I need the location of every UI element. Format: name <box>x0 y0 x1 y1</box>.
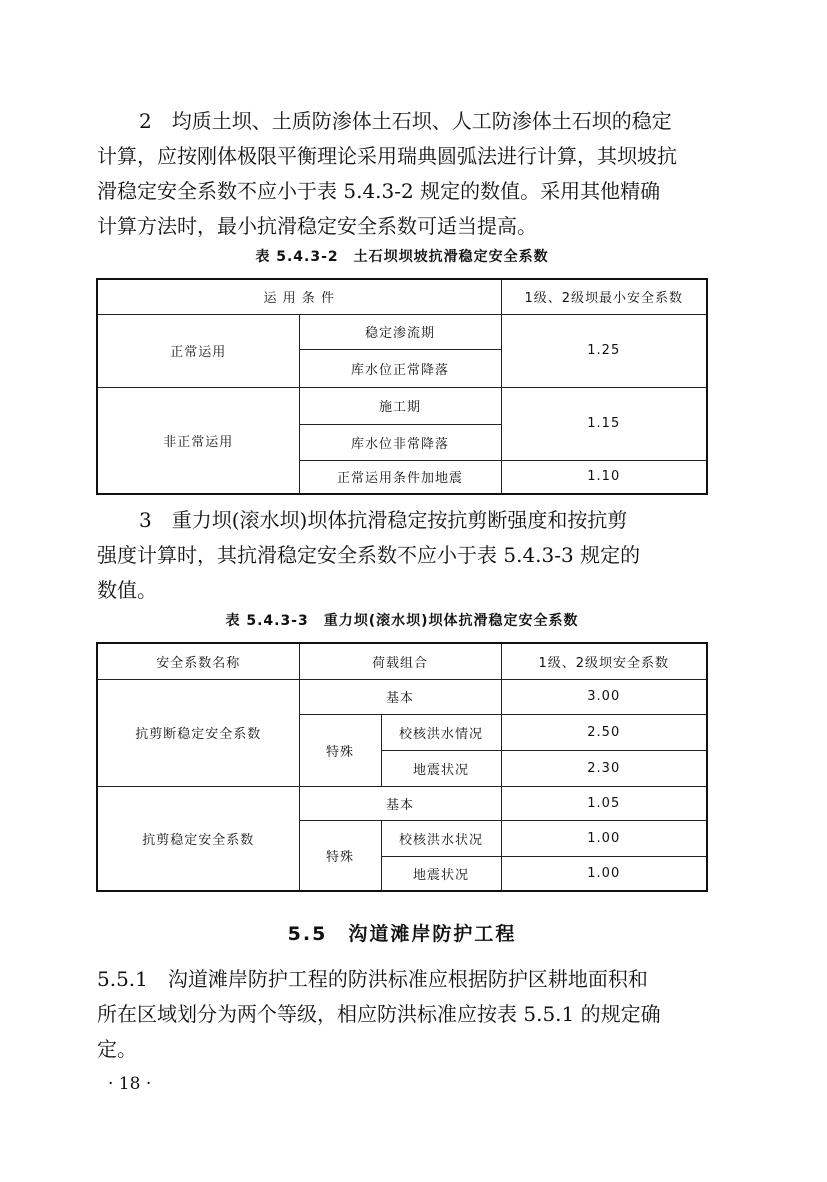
table-header-name: 安全系数名称 <box>97 643 299 679</box>
group-name: 正常运用 <box>97 314 299 387</box>
paragraph-line: 2 均质土坝、土质防渗体土石坝、人工防渗体土石坝的稳定 <box>139 109 672 133</box>
paragraph-3 <box>97 503 707 608</box>
load-basic: 基本 <box>299 786 501 820</box>
condition-cell: 库水位正常降落 <box>299 349 501 387</box>
paragraph-line: 3 重力坝(滚水坝)坝体抗滑稳定按抗剪断强度和按抗剪 <box>139 508 628 532</box>
paragraph-line: 滑稳定安全系数不应小于表 5.4.3-2 规定的数值。采用其他精确 <box>97 179 661 203</box>
load-special-case: 校核洪水情况 <box>381 714 501 750</box>
factor-cell: 1.25 <box>501 314 707 387</box>
paragraph-line: 5.5.1 沟道滩岸防护工程的防洪标准应根据防护区耕地面积和 <box>97 967 648 991</box>
paragraph-line: 计算，应按刚体极限平衡理论采用瑞典圆弧法进行计算，其坝坡抗 <box>97 144 677 168</box>
factor-cell: 1.15 <box>501 387 707 460</box>
paragraph-line: 强度计算时，其抗滑稳定安全系数不应小于表 5.4.3-3 规定的 <box>97 543 641 567</box>
factor-cell: 1.05 <box>501 786 707 820</box>
condition-cell: 正常运用条件加地震 <box>299 460 501 494</box>
table-header-load: 荷载组合 <box>299 643 501 679</box>
condition-cell: 库水位非常降落 <box>299 424 501 460</box>
load-special: 特殊 <box>299 714 381 786</box>
paragraph-line: 计算方法时，最小抗滑稳定安全系数可适当提高。 <box>97 214 537 238</box>
paragraph-line: 所在区域划分为两个等级，相应防洪标准应按表 5.5.1 的规定确 <box>97 1002 661 1026</box>
table-header-condition: 运 用 条 件 <box>97 279 501 314</box>
paragraph-5-5-1 <box>97 962 707 1067</box>
table-2-caption: 表 5.4.3-3 重力坝(滚水坝)坝体抗滑稳定安全系数 <box>225 613 579 629</box>
condition-cell: 施工期 <box>299 387 501 424</box>
factor-cell: 2.50 <box>501 714 707 750</box>
group-name: 抗剪稳定安全系数 <box>97 786 299 891</box>
factor-cell: 1.10 <box>501 460 707 494</box>
table-2 <box>96 642 708 892</box>
table-1 <box>96 278 708 495</box>
group-name: 非正常运用 <box>97 387 299 494</box>
load-basic: 基本 <box>299 679 501 714</box>
factor-cell: 1.00 <box>501 820 707 856</box>
load-special-case: 校核洪水状况 <box>381 820 501 856</box>
page-number: · 18 · <box>108 1074 152 1094</box>
load-special-case: 地震状况 <box>381 856 501 891</box>
load-special: 特殊 <box>299 820 381 891</box>
table-1-caption: 表 5.4.3-2 土石坝坝坡抗滑稳定安全系数 <box>255 249 549 265</box>
paragraph-line: 数值。 <box>97 578 157 602</box>
factor-cell: 1.00 <box>501 856 707 891</box>
table-header-factor: 1级、2级坝最小安全系数 <box>501 279 707 314</box>
paragraph-2 <box>97 104 707 244</box>
factor-cell: 2.30 <box>501 750 707 786</box>
factor-cell: 3.00 <box>501 679 707 714</box>
condition-cell: 稳定渗流期 <box>299 314 501 349</box>
paragraph-line: 定。 <box>97 1037 137 1061</box>
table-header-factor: 1级、2级坝安全系数 <box>501 643 707 679</box>
section-title: 5.5 沟道滩岸防护工程 <box>287 923 517 945</box>
load-special-case: 地震状况 <box>381 750 501 786</box>
group-name: 抗剪断稳定安全系数 <box>97 679 299 786</box>
